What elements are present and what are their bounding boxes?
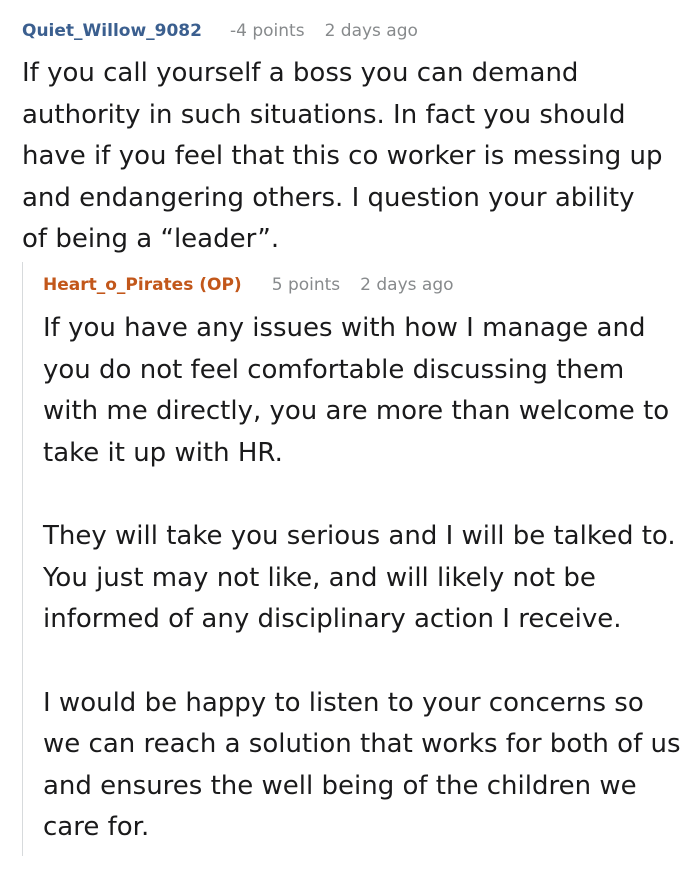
reply-author-link[interactable]: Heart_o_Pirates (OP) bbox=[43, 275, 242, 295]
comment-timestamp: 2 days ago bbox=[324, 21, 418, 41]
reply-line: care for. bbox=[43, 812, 150, 842]
reply-line: take it up with HR. bbox=[43, 437, 283, 468]
comment-line: have if you feel that this co worker is messing up bbox=[22, 141, 663, 171]
comment-line: If you call yourself a boss you can demand bbox=[22, 58, 579, 88]
reply-line: and ensures the well being of the children we bbox=[43, 770, 637, 801]
comment-author-link[interactable]: Quiet_Willow_9082 bbox=[22, 21, 202, 41]
reply-paragraph bbox=[43, 308, 692, 474]
reply-line: informed of any disciplinary action I receive. bbox=[43, 604, 622, 634]
reply-body bbox=[43, 308, 692, 849]
comment-body bbox=[22, 53, 692, 261]
reply-timestamp: 2 days ago bbox=[360, 275, 454, 295]
comment-line: authority in such situations. In fact you should bbox=[22, 99, 626, 130]
reply-line: If you have any issues with how I manage and bbox=[43, 313, 646, 343]
reply-comment bbox=[43, 272, 692, 891]
thread-line[interactable] bbox=[22, 262, 23, 856]
comment-line: and endangering others. I question your ability bbox=[22, 182, 635, 213]
reply-meta bbox=[43, 272, 692, 298]
reply-line: you do not feel comfortable discussing them bbox=[43, 354, 625, 385]
reply-paragraph bbox=[43, 516, 692, 641]
comment-meta bbox=[22, 18, 692, 44]
reply-thread bbox=[22, 262, 692, 856]
reply-line: we can reach a solution that works for both of us bbox=[43, 729, 681, 759]
comment-line: of being a “leader”. bbox=[22, 224, 280, 254]
reply-line: I would be happy to listen to your concerns so bbox=[43, 687, 644, 718]
reply-line: You just may not like, and will likely not be bbox=[43, 562, 596, 593]
comment bbox=[22, 18, 692, 261]
comment-points: -4 points bbox=[229, 21, 305, 41]
reply-points: 5 points bbox=[271, 275, 341, 295]
reply-line: They will take you serious and I will be talked to. bbox=[43, 521, 676, 551]
reply-line: with me directly, you are more than welcome to bbox=[43, 396, 670, 426]
reply-paragraph bbox=[43, 683, 692, 849]
